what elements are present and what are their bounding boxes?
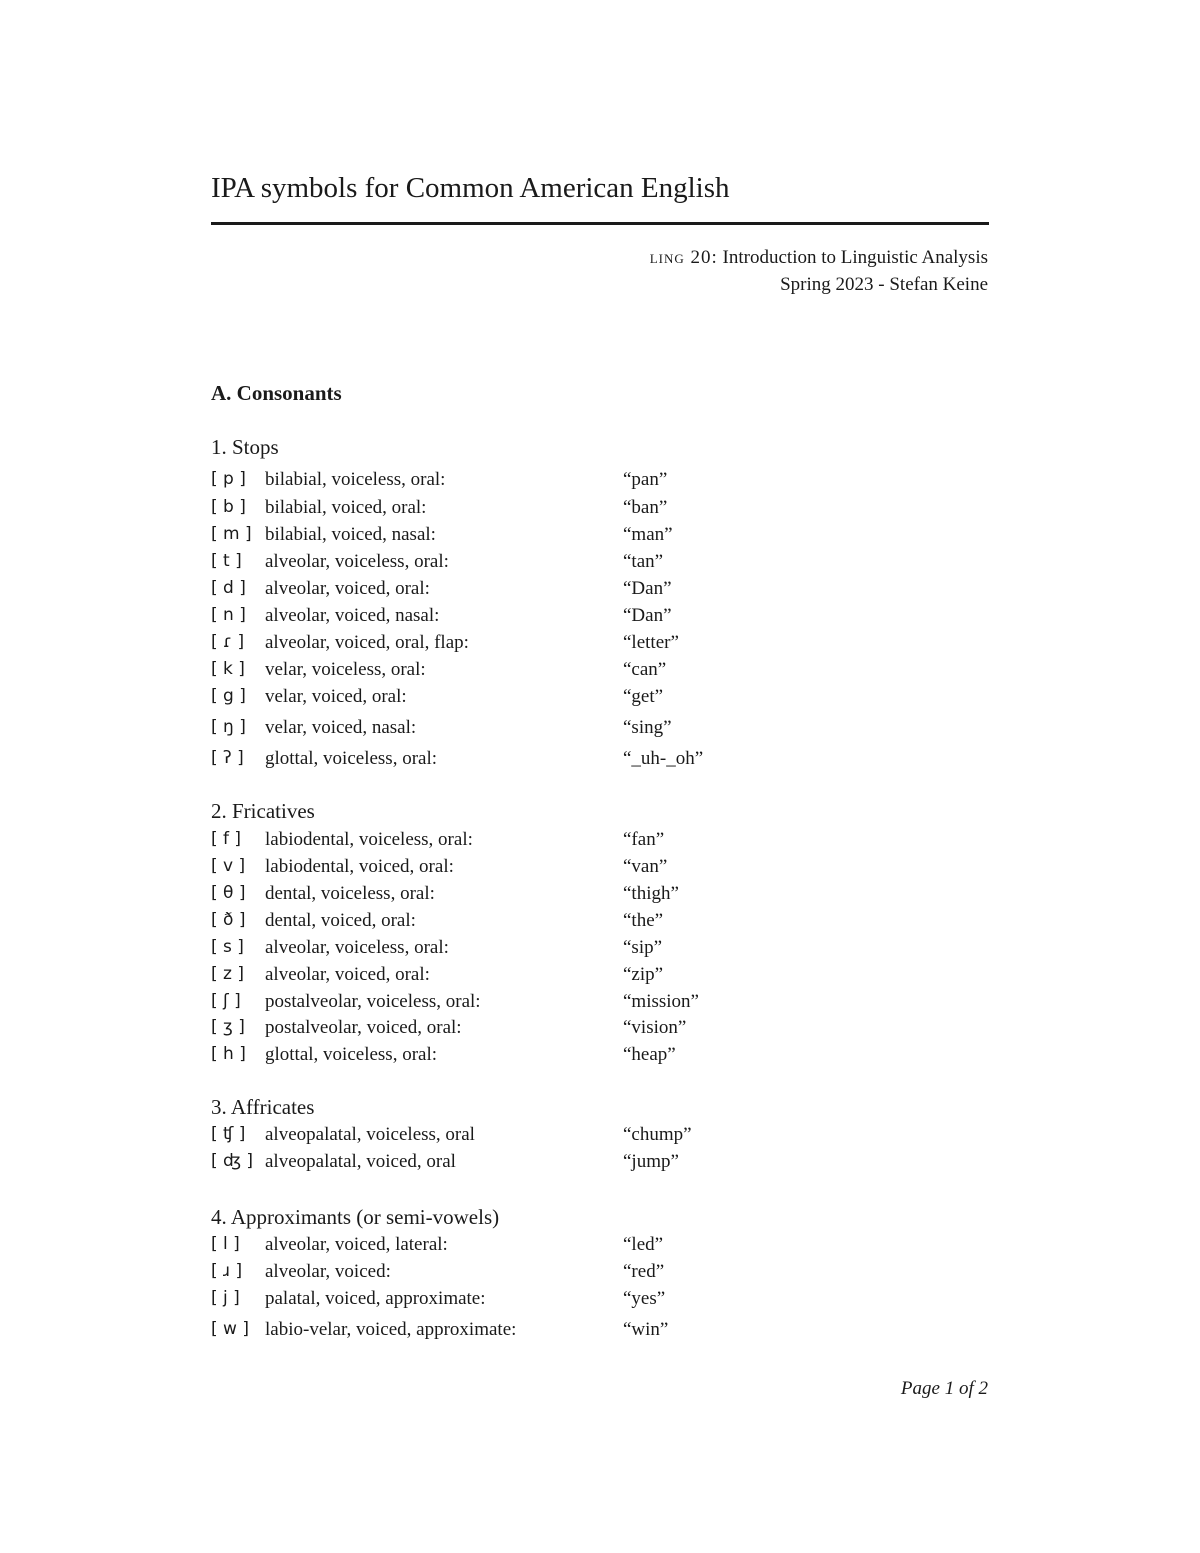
title-rule [211,222,989,225]
description: alveolar, voiced: [265,1261,391,1282]
example-word: “Dan” [623,605,672,626]
course-code: ling 20: [649,247,718,268]
ipa-symbol: [ s ] [211,937,244,957]
example-word: “pan” [623,469,668,490]
description: glottal, voiceless, oral: [265,748,438,769]
group-heading-stops: 1. Stops [211,435,279,459]
group-heading-approximants: 4. Approximants (or semi-vowels) [211,1205,500,1229]
ipa-symbol: [ z ] [211,964,244,984]
ipa-symbol: [ p ] [211,469,246,489]
description: alveolar, voiced, nasal: [265,605,440,626]
example-word: “letter” [623,632,679,653]
description: alveolar, voiced, oral: [265,578,430,599]
example-word: “ban” [623,497,668,518]
description: alveopalatal, voiced, oral [265,1151,456,1172]
course-term: Spring 2023 - Stefan Keine [780,274,988,295]
ipa-symbol: [ g ] [211,686,246,706]
description: palatal, voiced, approximate: [265,1288,486,1309]
example-word: “sing” [623,717,672,738]
description: alveolar, voiced, oral: [265,964,430,985]
example-word: “zip” [623,964,664,985]
description: bilabial, voiced, nasal: [265,524,436,545]
description: alveolar, voiced, oral, flap: [265,632,469,653]
ipa-symbol: [ t ] [211,551,242,571]
course-line [650,244,988,271]
example-word: “mission” [623,991,699,1012]
example-word: “sip” [623,937,663,958]
description: glottal, voiceless, oral: [265,1044,438,1065]
description: velar, voiced, oral: [265,686,407,707]
example-word: “win” [623,1319,669,1340]
ipa-symbol: [ n ] [211,605,246,625]
description: bilabial, voiced, oral: [265,497,427,518]
description: alveopalatal, voiceless, oral [265,1124,475,1145]
description: bilabial, voiceless, oral: [265,469,446,490]
group-heading-affricates: 3. Affricates [211,1095,315,1119]
description: labiodental, voiced, oral: [265,856,454,877]
example-word: “chump” [623,1124,692,1145]
example-word: “vision” [623,1017,687,1038]
example-word: “fan” [623,829,665,850]
example-word: “the” [623,910,664,931]
example-word: “_uh-_oh” [623,748,704,769]
ipa-symbol: [ l ] [211,1234,240,1254]
ipa-symbol: [ θ ] [211,883,246,903]
ipa-symbol: [ ʒ ] [211,1017,245,1037]
example-word: “thigh” [623,883,679,904]
course-name: Introduction to Linguistic Analysis [722,247,988,268]
ipa-symbol: [ h ] [211,1044,246,1064]
ipa-symbol: [ ʃ ] [211,991,241,1011]
example-word: “tan” [623,551,664,572]
example-word: “get” [623,686,664,707]
description: postalveolar, voiceless, oral: [265,991,481,1012]
ipa-symbol: [ j ] [211,1288,240,1308]
ipa-symbol: [ ɾ ] [211,632,245,652]
example-word: “yes” [623,1288,666,1309]
section-heading: A. Consonants [211,381,342,405]
group-heading-fricatives: 2. Fricatives [211,799,315,823]
description: dental, voiced, oral: [265,910,416,931]
ipa-symbol: [ f ] [211,829,242,849]
example-word: “jump” [623,1151,679,1172]
description: velar, voiced, nasal: [265,717,417,738]
ipa-symbol: [ m ] [211,524,252,544]
ipa-symbol: [ v ] [211,856,246,876]
ipa-symbol: [ d ] [211,578,246,598]
ipa-symbol: [ ɹ ] [211,1261,243,1281]
example-word: “Dan” [623,578,672,599]
ipa-symbol: [ ʧ ] [211,1124,246,1144]
ipa-symbol: [ ŋ ] [211,717,246,737]
description: postalveolar, voiced, oral: [265,1017,462,1038]
page-number: Page 1 of 2 [900,1378,988,1399]
description: alveolar, voiceless, oral: [265,551,449,572]
ipa-symbol: [ ʤ ] [211,1151,254,1171]
ipa-symbol: [ ð ] [211,910,246,930]
ipa-symbol: [ b ] [211,497,246,517]
example-word: “van” [623,856,668,877]
example-word: “can” [623,659,667,680]
example-word: “red” [623,1261,665,1282]
description: labiodental, voiceless, oral: [265,829,473,850]
description: dental, voiceless, oral: [265,883,435,904]
description: alveolar, voiceless, oral: [265,937,449,958]
page-title: IPA symbols for Common American English [211,172,730,204]
example-word: “heap” [623,1044,676,1065]
ipa-symbol: [ w ] [211,1319,249,1339]
description: labio-velar, voiced, approximate: [265,1319,517,1340]
description: alveolar, voiced, lateral: [265,1234,448,1255]
ipa-symbol: [ ʔ ] [211,748,244,768]
description: velar, voiceless, oral: [265,659,426,680]
course-info [650,244,988,298]
ipa-symbol: [ k ] [211,659,245,679]
example-word: “man” [623,524,673,545]
example-word: “led” [623,1234,664,1255]
